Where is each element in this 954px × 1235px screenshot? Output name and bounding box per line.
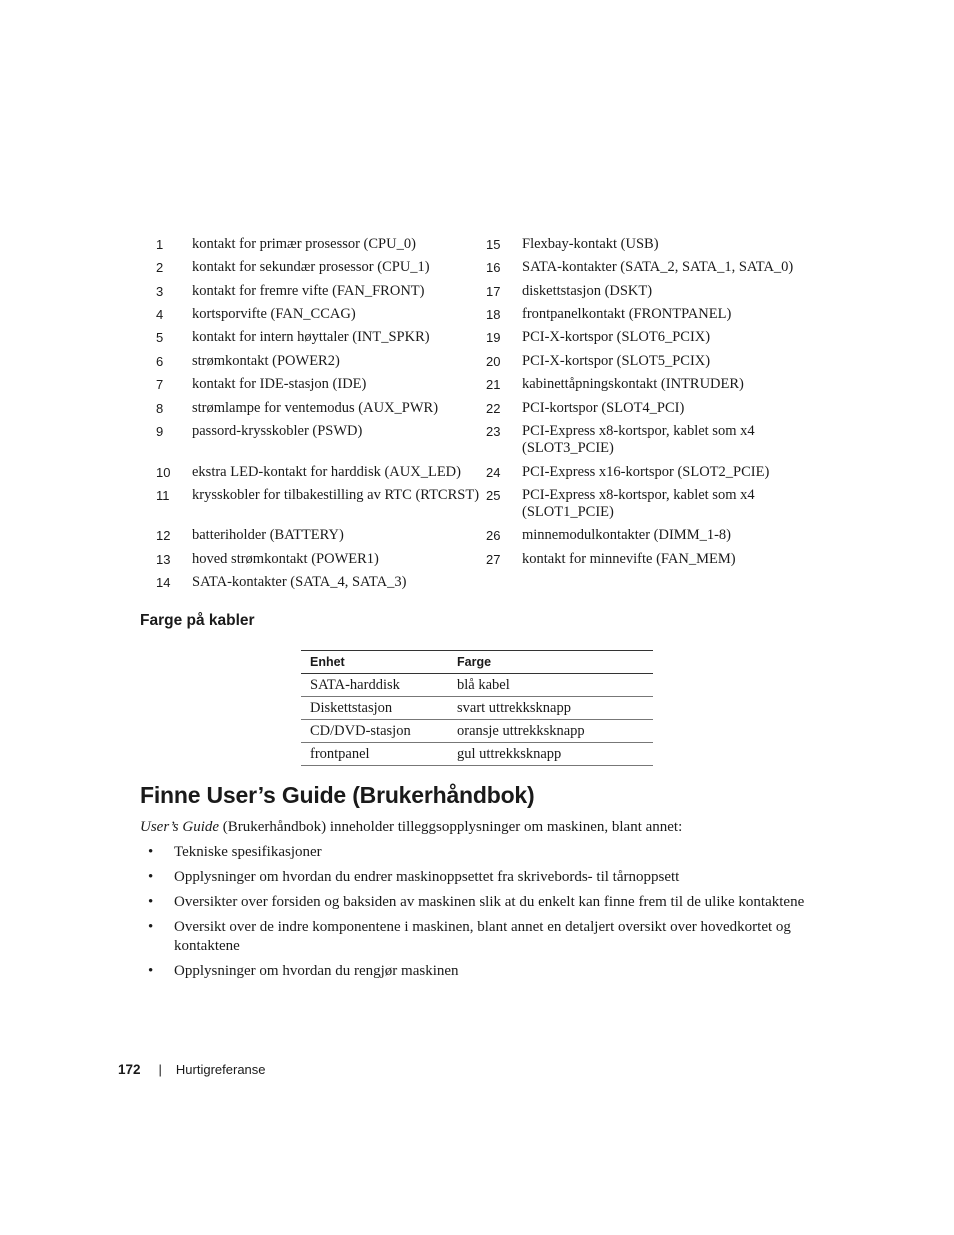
legend-item xyxy=(480,329,810,353)
legend-label: ekstra LED-kontakt for harddisk (AUX_LED) xyxy=(192,464,461,480)
legend-label: batteriholder (BATTERY) xyxy=(192,527,344,543)
cell-device: SATA-harddisk xyxy=(301,674,448,697)
legend-label: kontakt for fremre vifte (FAN_FRONT) xyxy=(192,283,425,299)
legend-number: 7 xyxy=(156,377,164,392)
legend-label: kabinettåpningskontakt (INTRUDER) xyxy=(522,376,744,392)
legend-item xyxy=(150,551,480,574)
legend-number: 14 xyxy=(156,575,171,590)
legend-number: 1 xyxy=(156,237,164,252)
cell-color: oransje uttrekksknapp xyxy=(448,720,653,743)
legend-number: 10 xyxy=(156,465,171,480)
legend-number: 12 xyxy=(156,528,171,543)
legend-number: 20 xyxy=(486,354,501,369)
intro-italic-title: User’s Guide xyxy=(140,819,220,835)
legend-item xyxy=(150,236,480,259)
legend-label: PCI-X-kortspor (SLOT6_PCIX) xyxy=(522,329,711,345)
legend-item xyxy=(150,527,480,551)
legend-item xyxy=(480,353,810,376)
legend-column-left xyxy=(150,236,480,597)
column-header-device: Enhet xyxy=(301,651,448,674)
legend-label: minnemodulkontakter (DIMM_1-8) xyxy=(522,527,732,543)
legend-number: 24 xyxy=(486,465,501,480)
legend-item xyxy=(150,329,480,353)
users-guide-intro xyxy=(140,818,800,837)
legend-number: 17 xyxy=(486,284,501,299)
legend-label: PCI-Express x8-kortspor, kablet som x4 (SLOT1_PCIE) xyxy=(522,487,755,520)
legend-item xyxy=(480,423,810,464)
legend-label: SATA-kontakter (SATA_4, SATA_3) xyxy=(192,574,407,590)
legend-number: 25 xyxy=(486,488,501,503)
cell-device: frontpanel xyxy=(301,743,448,766)
legend-label: krysskobler for tilbakestilling av RTC (RTCRST) xyxy=(192,487,480,503)
bullet-icon: • xyxy=(148,963,154,979)
legend-number: 4 xyxy=(156,307,164,322)
legend-label: hoved strømkontakt (POWER1) xyxy=(192,551,379,567)
legend-item xyxy=(480,527,810,551)
bullet-icon: • xyxy=(148,869,154,885)
bullet-text: Tekniske spesifikasjoner xyxy=(174,844,322,860)
list-item xyxy=(140,962,810,981)
cell-color: svart uttrekksknapp xyxy=(448,697,653,720)
cable-color-table xyxy=(301,650,653,766)
legend-item xyxy=(480,487,810,527)
bullet-icon: • xyxy=(148,894,154,910)
legend-number: 18 xyxy=(486,307,501,322)
table-row xyxy=(301,674,653,697)
cable-color-heading: Farge på kabler xyxy=(140,612,255,629)
cell-color: gul uttrekksknapp xyxy=(448,743,653,766)
legend-number: 2 xyxy=(156,260,164,275)
cell-device: Diskettstasjon xyxy=(301,697,448,720)
legend-label: PCI-kortspor (SLOT4_PCI) xyxy=(522,400,685,416)
footer-section-title: Hurtigreferanse xyxy=(175,1062,266,1077)
legend-number: 6 xyxy=(156,354,164,369)
legend-label: kontakt for IDE-stasjon (IDE) xyxy=(192,376,367,392)
legend-item xyxy=(150,423,480,464)
legend-item xyxy=(150,376,480,400)
legend-item xyxy=(480,236,810,259)
legend-number: 9 xyxy=(156,424,164,439)
legend-item xyxy=(150,464,480,487)
legend-number: 16 xyxy=(486,260,501,275)
legend-item xyxy=(480,400,810,423)
list-item xyxy=(140,843,810,862)
legend-item xyxy=(150,400,480,423)
bullet-icon: • xyxy=(148,919,154,935)
list-item xyxy=(140,868,810,887)
legend-label: PCI-Express x8-kortspor, kablet som x4 (SLOT3_PCIE) xyxy=(522,423,755,456)
legend-item xyxy=(150,353,480,376)
legend-item xyxy=(150,306,480,329)
legend-number: 26 xyxy=(486,528,501,543)
legend-item xyxy=(150,259,480,283)
table-row xyxy=(301,720,653,743)
legend-label: strømkontakt (POWER2) xyxy=(192,353,340,369)
footer-separator: | xyxy=(158,1062,162,1077)
component-legend xyxy=(150,236,810,597)
legend-number: 22 xyxy=(486,401,501,416)
legend-label: passord-krysskobler (PSWD) xyxy=(192,423,363,439)
cell-device: CD/DVD-stasjon xyxy=(301,720,448,743)
legend-label: PCI-X-kortspor (SLOT5_PCIX) xyxy=(522,353,711,369)
legend-number: 8 xyxy=(156,401,164,416)
bullet-text: Oversikter over forsiden og baksiden av maskinen slik at du enkelt kan finne frem til de ulike kontaktene xyxy=(174,894,805,910)
legend-item xyxy=(150,283,480,306)
legend-item xyxy=(150,574,480,597)
legend-item xyxy=(480,283,810,306)
bullet-text: Oversikt over de indre komponentene i maskinen, blant annet en detaljert oversikt over hovedkortet og kontaktene xyxy=(174,919,791,954)
legend-label: kontakt for minnevifte (FAN_MEM) xyxy=(522,551,736,567)
legend-label: kortsporvifte (FAN_CCAG) xyxy=(192,306,356,322)
legend-number: 11 xyxy=(156,488,170,503)
page-footer xyxy=(118,1062,266,1077)
legend-label: diskettstasjon (DSKT) xyxy=(522,283,653,299)
legend-item xyxy=(480,551,810,574)
cell-color: blå kabel xyxy=(448,674,653,697)
column-header-color: Farge xyxy=(448,651,653,674)
table-row xyxy=(301,697,653,720)
legend-label: kontakt for intern høyttaler (INT_SPKR) xyxy=(192,329,430,345)
legend-item xyxy=(150,487,480,527)
legend-label: kontakt for primær prosessor (CPU_0) xyxy=(192,236,416,252)
bullet-icon: • xyxy=(148,844,154,860)
legend-item xyxy=(480,306,810,329)
page-number: 172 xyxy=(118,1062,141,1077)
legend-number: 19 xyxy=(486,330,501,345)
intro-text: (Brukerhåndbok) inneholder tilleggsopplysninger om maskinen, blant annet: xyxy=(219,819,683,835)
users-guide-heading: Finne User’s Guide (Brukerhåndbok) xyxy=(140,782,535,808)
legend-label: PCI-Express x16-kortspor (SLOT2_PCIE) xyxy=(522,464,770,480)
legend-number: 13 xyxy=(156,552,171,567)
legend-number: 27 xyxy=(486,552,501,567)
list-item xyxy=(140,918,810,956)
legend-number: 21 xyxy=(486,377,501,392)
table-row xyxy=(301,743,653,766)
legend-label: strømlampe for ventemodus (AUX_PWR) xyxy=(192,400,439,416)
legend-item xyxy=(480,464,810,487)
legend-column-right xyxy=(480,236,810,597)
legend-label: frontpanelkontakt (FRONTPANEL) xyxy=(522,306,732,322)
table-header-row xyxy=(301,651,653,674)
legend-item xyxy=(480,259,810,283)
legend-number: 23 xyxy=(486,424,501,439)
bullet-text: Opplysninger om hvordan du endrer maskinoppsettet fra skrivebords- til tårnoppsett xyxy=(174,869,680,885)
legend-label: Flexbay-kontakt (USB) xyxy=(522,236,659,252)
legend-label: kontakt for sekundær prosessor (CPU_1) xyxy=(192,259,430,275)
bullet-text: Opplysninger om hvordan du rengjør maskinen xyxy=(174,963,459,979)
legend-item xyxy=(480,376,810,400)
list-item xyxy=(140,893,810,912)
legend-label: SATA-kontakter (SATA_2, SATA_1, SATA_0) xyxy=(522,259,794,275)
users-guide-bullet-list xyxy=(140,843,810,987)
legend-number: 5 xyxy=(156,330,164,345)
legend-number: 3 xyxy=(156,284,164,299)
legend-number: 15 xyxy=(486,237,501,252)
